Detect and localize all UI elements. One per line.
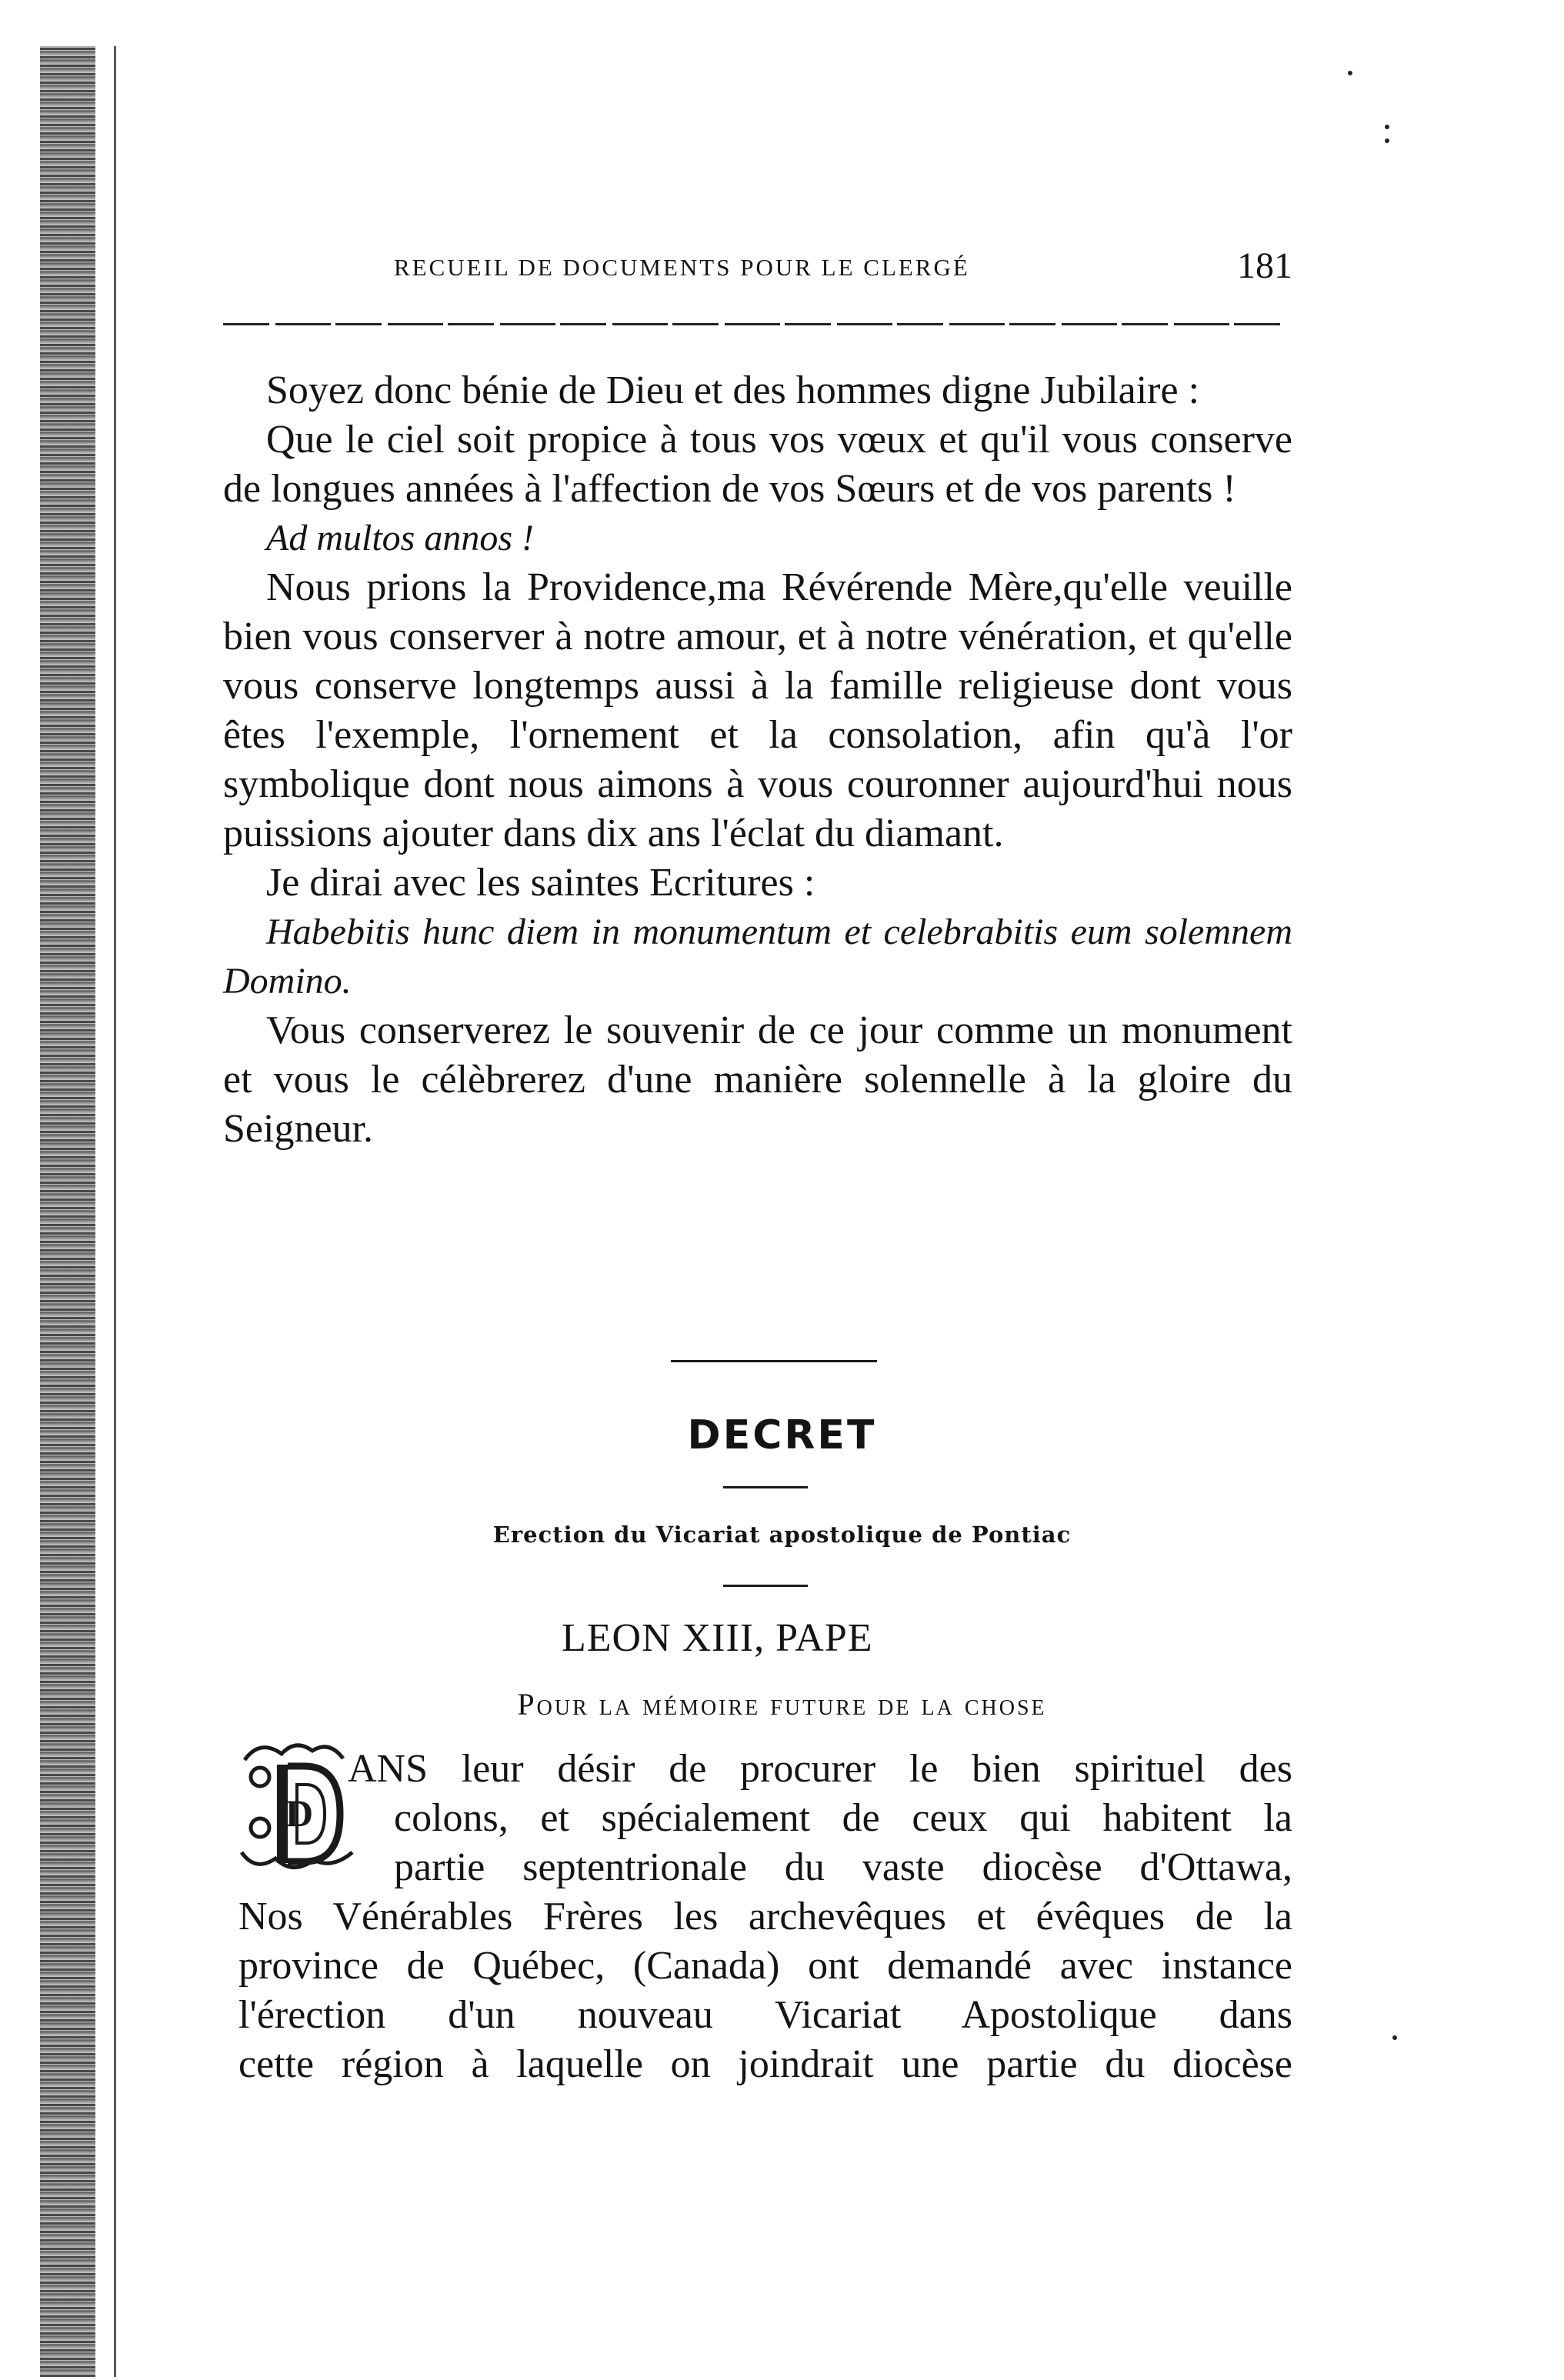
page-header [223,245,1292,291]
ornamental-dropcap-d [237,1737,362,1888]
paragraph-wishes: Que le ciel soit propice à tous vos vœux et qu'il vous conserve de longues années à l'affection de vos Sœurs et de vos parents ! [223,418,1292,511]
section-separator [671,1360,877,1362]
section-jubilee-text [223,366,1292,1154]
paragraph-providence: Nous prions la Providence,ma Révérende Mère,qu'elle veuille bien vous conserver à notre amour, et à notre vénération, et qu'elle vous conserve longtemps aussi à la famille religieuse dont vous êtes l'exemple, l'ornement et la consolation, afin qu'à l'or symbolique dont nous aimons à vous couronner aujourd'hui nous puissions ajouter dans dix ans l'éclat du diamant. [223,565,1292,855]
running-head: RECUEIL DE DOCUMENTS POUR LE CLERGÉ [394,254,970,281]
title-rule [723,1486,808,1488]
paragraph-ad-multos: Ad multos annos ! [266,518,534,558]
text-line: province de Québec, (Canada) ont demandé avec instance l'érection d'un nouveau Vicariat Apostolique dans [238,1944,1292,2037]
decree-title: DECRET [687,1412,877,1458]
dropcap-letter: D [285,1792,314,1835]
paragraph-scriptures: Je dirai avec les saintes Ecritures : [266,861,815,905]
decree-subtitle: Erection du Vicariat apostolique de Pontiac [492,1522,1072,1548]
text-line: ANS leur désir de procurer le bien spirituel des [348,1747,1292,1791]
header-rule [223,323,1283,325]
scan-speck [1348,71,1352,75]
scan-speck [1385,138,1389,143]
paragraph-latin-quote: Habebitis hunc diem in monumentum et celebrabitis eum solemnem Domino. [223,912,1292,1002]
decree-body [238,1892,1292,2089]
scan-speck [1392,2035,1397,2040]
binding-gutter-line [114,46,116,2377]
subtitle-rule [723,1585,808,1587]
scan-speck [1385,125,1389,129]
binding-gutter-edge [40,46,95,2377]
pope-heading: LEON XIII, PAPE [562,1616,873,1660]
paragraph-blessing: Soyez donc bénie de Dieu et des hommes digne Jubilaire : [266,368,1200,412]
page-number: 181 [1237,245,1292,286]
memory-line: Pour la mémoire future de la chose [517,1687,1047,1722]
text-line: cette région à laquelle on joindrait une partie du diocèse [238,2042,1292,2086]
text-line: partie septentrionale du vaste diocèse d'Ottawa, [394,1845,1292,1889]
text-line: Nos Vénérables Frères les archevêques et évêques de la [238,1895,1292,1938]
dropcap-lines [348,1745,1292,1892]
paragraph-translation: Vous conserverez le souvenir de ce jour comme un monument et vous le célèbrerez d'une manière solennelle à la gloire du Seigneur. [223,1008,1292,1151]
text-line: colons, et spécialement de ceux qui habitent la [394,1796,1292,1840]
